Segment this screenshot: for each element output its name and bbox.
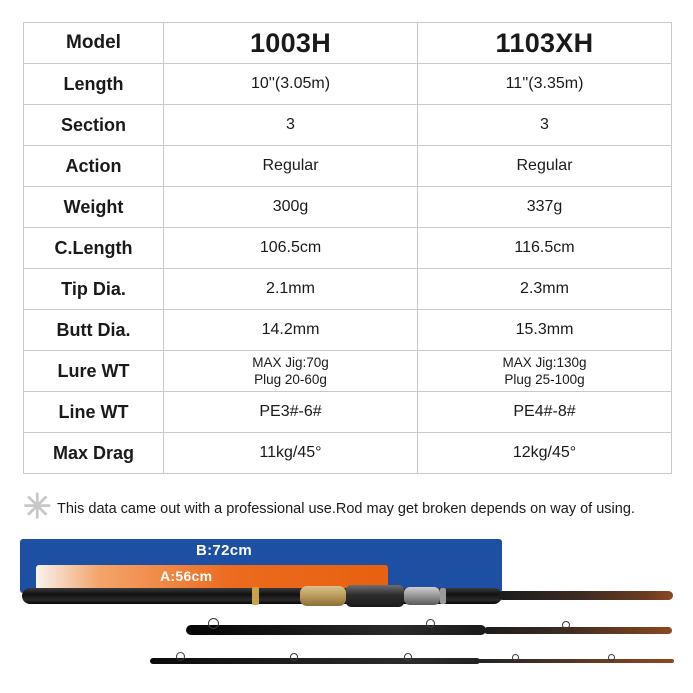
row-label-action: Action bbox=[24, 146, 164, 187]
rod-butt-taper bbox=[498, 591, 673, 600]
rod-tip-taper bbox=[478, 659, 674, 663]
rod-guide-icon bbox=[176, 652, 185, 661]
row-label-section: Section bbox=[24, 105, 164, 146]
measure-label-a: A:56cm bbox=[160, 568, 213, 584]
cell-weight-1003h: 300g bbox=[164, 187, 418, 228]
cell-weight-1103xh: 337g bbox=[418, 187, 672, 228]
rod-guide-icon bbox=[512, 654, 519, 661]
cell-lurewt-1003h bbox=[164, 351, 418, 392]
row-label-clength: C.Length bbox=[24, 228, 164, 269]
rod-guide-icon bbox=[562, 621, 570, 629]
cell-linewt-1103xh: PE4#-8# bbox=[418, 392, 672, 433]
rod-guide-icon bbox=[290, 653, 298, 661]
cell-buttdia-1103xh: 15.3mm bbox=[418, 310, 672, 351]
cell-tipdia-1003h: 2.1mm bbox=[164, 269, 418, 310]
rod-middle-section bbox=[186, 625, 486, 635]
table-row bbox=[24, 105, 672, 146]
cell-length-1003h: 10''(3.05m) bbox=[164, 64, 418, 105]
cell-section-1103xh: 3 bbox=[418, 105, 672, 146]
rod-guide-icon bbox=[608, 654, 615, 661]
table-row bbox=[24, 23, 672, 64]
row-label-lurewt: Lure WT bbox=[24, 351, 164, 392]
model-1-name: 1003H bbox=[164, 23, 418, 64]
measure-label-b: B:72cm bbox=[196, 542, 252, 559]
lurewt-1103xh-line2: Plug 25-100g bbox=[504, 372, 585, 387]
cell-maxdrag-1003h: 11kg/45° bbox=[164, 433, 418, 474]
table-row bbox=[24, 146, 672, 187]
cell-maxdrag-1103xh: 12kg/45° bbox=[418, 433, 672, 474]
table-row bbox=[24, 310, 672, 351]
table-row bbox=[24, 392, 672, 433]
row-label-weight: Weight bbox=[24, 187, 164, 228]
lurewt-1003h-line1: MAX Jig:70g bbox=[252, 354, 329, 370]
row-label-buttdia: Butt Dia. bbox=[24, 310, 164, 351]
rod-tip-section bbox=[150, 658, 480, 664]
rod-reel-seat bbox=[346, 585, 404, 607]
table-body bbox=[24, 23, 672, 474]
footnote-text: This data came out with a professional use.Rod may get broken depends on way of using. bbox=[57, 501, 635, 517]
table-row bbox=[24, 228, 672, 269]
row-label-linewt: Line WT bbox=[24, 392, 164, 433]
rod-gold-ring bbox=[252, 587, 259, 605]
table-row bbox=[24, 269, 672, 310]
specification-table bbox=[23, 22, 672, 474]
cell-clength-1003h: 106.5cm bbox=[164, 228, 418, 269]
row-label-maxdrag: Max Drag bbox=[24, 433, 164, 474]
cell-clength-1103xh: 116.5cm bbox=[418, 228, 672, 269]
model-2-name: 1103XH bbox=[418, 23, 672, 64]
rod-rear-collar bbox=[404, 587, 440, 605]
table-row bbox=[24, 433, 672, 474]
cell-action-1003h: Regular bbox=[164, 146, 418, 187]
cell-section-1003h: 3 bbox=[164, 105, 418, 146]
row-label-tipdia: Tip Dia. bbox=[24, 269, 164, 310]
product-illustration bbox=[0, 533, 693, 693]
rod-guide-icon bbox=[404, 653, 412, 661]
row-label-model: Model bbox=[24, 23, 164, 64]
rod-middle-taper bbox=[484, 627, 672, 634]
table-row bbox=[24, 351, 672, 392]
rod-fore-grip bbox=[300, 586, 346, 606]
rod-guide-icon bbox=[426, 619, 435, 628]
rod-guide-icon bbox=[208, 618, 219, 629]
cell-tipdia-1103xh: 2.3mm bbox=[418, 269, 672, 310]
cell-action-1103xh: Regular bbox=[418, 146, 672, 187]
cell-linewt-1003h: PE3#-6# bbox=[164, 392, 418, 433]
rod-silver-ring bbox=[440, 588, 446, 604]
table-row bbox=[24, 64, 672, 105]
lurewt-1003h-line2: Plug 20-60g bbox=[254, 372, 327, 387]
table-row bbox=[24, 187, 672, 228]
cell-length-1103xh: 11''(3.35m) bbox=[418, 64, 672, 105]
row-label-length: Length bbox=[24, 64, 164, 105]
cell-lurewt-1103xh bbox=[418, 351, 672, 392]
cell-buttdia-1003h: 14.2mm bbox=[164, 310, 418, 351]
lurewt-1103xh-line1: MAX Jig:130g bbox=[502, 354, 587, 370]
footnote bbox=[23, 488, 678, 526]
asterisk-icon: ✳ bbox=[23, 488, 52, 526]
